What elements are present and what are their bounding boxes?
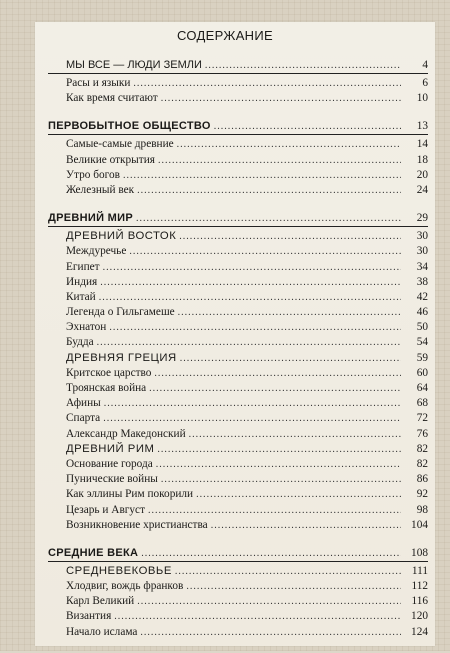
toc-entry-title: Цезарь и Август xyxy=(66,503,146,516)
leader-dots xyxy=(99,290,401,305)
leader-dots xyxy=(109,320,401,335)
toc-entry[interactable] xyxy=(48,260,428,275)
toc-page-number: 112 xyxy=(411,580,428,593)
toc-section xyxy=(48,119,428,198)
toc-page-number: 10 xyxy=(416,92,428,105)
toc-entry-title: МЫ ВСЕ — ЛЮДИ ЗЕМЛИ xyxy=(66,59,202,71)
toc-subheading[interactable] xyxy=(48,351,428,366)
toc-page-number: 18 xyxy=(416,153,428,166)
toc-entry[interactable] xyxy=(48,427,428,442)
toc-subheading[interactable] xyxy=(48,229,428,244)
toc-entry-title: Индия xyxy=(66,275,98,288)
leader-dots xyxy=(205,58,401,73)
toc-entry-title: Легенда о Гильгамеше xyxy=(66,306,175,319)
toc-entry[interactable] xyxy=(48,518,428,533)
leader-dots xyxy=(103,260,401,275)
leader-dots xyxy=(97,335,401,350)
toc-entry-title: ДРЕВНИЙ РИМ xyxy=(66,442,155,455)
toc-entry-title: Железный век xyxy=(66,183,135,196)
toc-page-number: 59 xyxy=(416,351,428,364)
leader-dots xyxy=(104,396,401,411)
toc-entry[interactable] xyxy=(48,137,428,152)
toc-entry[interactable] xyxy=(48,275,428,290)
toc-entry-title: Междуречье xyxy=(66,245,127,258)
toc-entry-title: ДРЕВНИЙ ВОСТОК xyxy=(66,230,177,243)
toc-entry[interactable] xyxy=(48,91,428,106)
leader-dots xyxy=(123,168,401,183)
toc-section xyxy=(48,546,428,640)
toc-entry[interactable] xyxy=(48,457,428,472)
toc-entry-title: Великие открытия xyxy=(66,153,155,166)
toc-page-number: 54 xyxy=(416,336,428,349)
toc-page-number: 34 xyxy=(416,260,428,273)
toc-entry-title: Китай xyxy=(66,290,96,303)
toc-page-number: 92 xyxy=(416,488,428,501)
toc-page-number: 30 xyxy=(416,230,428,243)
toc-subheading[interactable] xyxy=(48,442,428,457)
toc-page-number: 116 xyxy=(411,595,428,608)
toc-entry[interactable] xyxy=(48,579,428,594)
toc-entry[interactable] xyxy=(48,487,428,502)
toc-entry-title: Египет xyxy=(66,260,100,273)
leader-dots xyxy=(140,625,401,640)
leader-dots xyxy=(156,457,401,472)
toc-section-heading[interactable] xyxy=(48,58,428,74)
toc-entry-title: Самые-самые древние xyxy=(66,138,174,151)
toc-entry-title: ПЕРВОБЫТНОЕ ОБЩЕСТВО xyxy=(48,120,211,133)
toc-page-number: 76 xyxy=(416,427,428,440)
toc-page-number: 104 xyxy=(411,518,428,531)
toc-section-heading[interactable] xyxy=(48,211,428,227)
toc-entry[interactable] xyxy=(48,366,428,381)
toc-page-number: 6 xyxy=(422,77,428,89)
toc-entry[interactable] xyxy=(48,381,428,396)
toc-entry-title: Как эллины Рим покорили xyxy=(66,488,194,501)
toc-entry[interactable] xyxy=(48,244,428,259)
toc-page-number: 46 xyxy=(416,306,428,319)
toc-entry[interactable] xyxy=(48,411,428,426)
toc-entry[interactable] xyxy=(48,594,428,609)
leader-dots xyxy=(133,76,401,91)
toc-section xyxy=(48,58,428,106)
leader-dots xyxy=(157,442,401,457)
toc-entry-title: Карл Великий xyxy=(66,595,135,608)
toc-page-number: 60 xyxy=(416,366,428,379)
leader-dots xyxy=(136,211,401,226)
toc-page-number: 42 xyxy=(416,290,428,303)
leader-dots xyxy=(154,366,401,381)
toc-entry-title: Как время считают xyxy=(66,92,158,105)
leader-dots xyxy=(177,137,401,152)
toc-page-number: 50 xyxy=(416,321,428,334)
leader-dots xyxy=(175,564,401,579)
leader-dots xyxy=(161,91,401,106)
toc-entry[interactable] xyxy=(48,503,428,518)
leader-dots xyxy=(148,503,401,518)
toc-entry[interactable] xyxy=(48,183,428,198)
toc-section-heading[interactable] xyxy=(48,119,428,135)
toc-page-number: 98 xyxy=(416,503,428,516)
toc-page-number: 82 xyxy=(416,442,428,455)
toc-entry-title: Хлодвиг, вождь франков xyxy=(66,580,184,593)
leader-dots xyxy=(196,487,401,502)
toc-entry-title: Начало ислама xyxy=(66,625,138,638)
leader-dots xyxy=(100,275,401,290)
toc-entry[interactable] xyxy=(48,320,428,335)
toc-page-number: 120 xyxy=(411,610,428,623)
toc-section xyxy=(48,211,428,533)
toc-entry-title: Утро богов xyxy=(66,168,120,181)
leader-dots xyxy=(158,153,401,168)
toc-page-number: 82 xyxy=(416,457,428,470)
toc-entry-title: Возникновение христианства xyxy=(66,518,208,531)
leader-dots xyxy=(189,427,401,442)
leader-dots xyxy=(141,546,401,561)
toc-entry-title: Эхнатон xyxy=(66,321,107,334)
toc-entry-title: Расы и языки xyxy=(66,77,131,89)
toc-page-number: 72 xyxy=(416,412,428,425)
toc-page-number: 29 xyxy=(416,212,428,225)
toc-entry-title: Троянская война xyxy=(66,382,147,394)
toc-entry[interactable] xyxy=(48,305,428,320)
toc-page-number: 124 xyxy=(411,625,428,638)
leader-dots xyxy=(103,411,401,426)
toc-page-number: 14 xyxy=(416,138,428,151)
leader-dots xyxy=(129,244,401,259)
toc-entry[interactable] xyxy=(48,472,428,487)
toc-entry[interactable] xyxy=(48,625,428,640)
toc-page-number: 64 xyxy=(416,382,428,394)
toc-page-number: 20 xyxy=(416,168,428,181)
toc-entry-title: СРЕДНЕВЕКОВЬЕ xyxy=(66,564,172,577)
toc-entry-title: Будда xyxy=(66,336,94,349)
leader-dots xyxy=(178,305,401,320)
leader-dots xyxy=(180,351,401,366)
leader-dots xyxy=(161,472,401,487)
toc-subheading[interactable] xyxy=(48,564,428,579)
toc-entry[interactable] xyxy=(48,76,428,91)
toc-page-number: 4 xyxy=(422,59,428,71)
toc-page-number: 30 xyxy=(416,245,428,258)
toc-page-number: 68 xyxy=(416,397,428,410)
toc-section-heading[interactable] xyxy=(48,546,428,562)
leader-dots xyxy=(114,609,401,624)
toc-entry[interactable] xyxy=(48,153,428,168)
toc-entry[interactable] xyxy=(48,290,428,305)
toc-entry-title: Спарта xyxy=(66,412,101,425)
table-of-contents xyxy=(48,58,428,653)
page-title: СОДЕРЖАНИЕ xyxy=(176,28,273,43)
toc-page-number: 13 xyxy=(416,120,428,133)
toc-entry-title: СРЕДНИЕ ВЕКА xyxy=(48,546,139,559)
leader-dots xyxy=(214,119,401,134)
leader-dots xyxy=(137,183,401,198)
toc-entry-title: Александр Македонский xyxy=(66,427,186,440)
leader-dots xyxy=(211,518,401,533)
toc-page-number: 111 xyxy=(411,564,428,577)
toc-entry-title: ДРЕВНЯЯ ГРЕЦИЯ xyxy=(66,351,177,364)
leader-dots xyxy=(149,381,401,396)
toc-entry-title: Афины xyxy=(66,397,101,410)
toc-page-number: 38 xyxy=(416,275,428,288)
toc-page-number: 86 xyxy=(416,473,428,486)
toc-page-number: 24 xyxy=(416,183,428,196)
toc-entry-title: Византия xyxy=(66,610,112,623)
toc-entry-title: Пунические войны xyxy=(66,473,158,486)
toc-entry-title: Основание города xyxy=(66,457,153,470)
leader-dots xyxy=(137,594,401,609)
toc-entry-title: Критское царство xyxy=(66,366,152,379)
toc-entry[interactable] xyxy=(48,396,428,411)
toc-page-number: 108 xyxy=(411,546,428,559)
leader-dots xyxy=(179,229,401,244)
toc-entry[interactable] xyxy=(48,609,428,624)
toc-entry-title: ДРЕВНИЙ МИР xyxy=(48,212,133,225)
toc-entry[interactable] xyxy=(48,335,428,350)
leader-dots xyxy=(186,579,401,594)
toc-entry[interactable] xyxy=(48,168,428,183)
